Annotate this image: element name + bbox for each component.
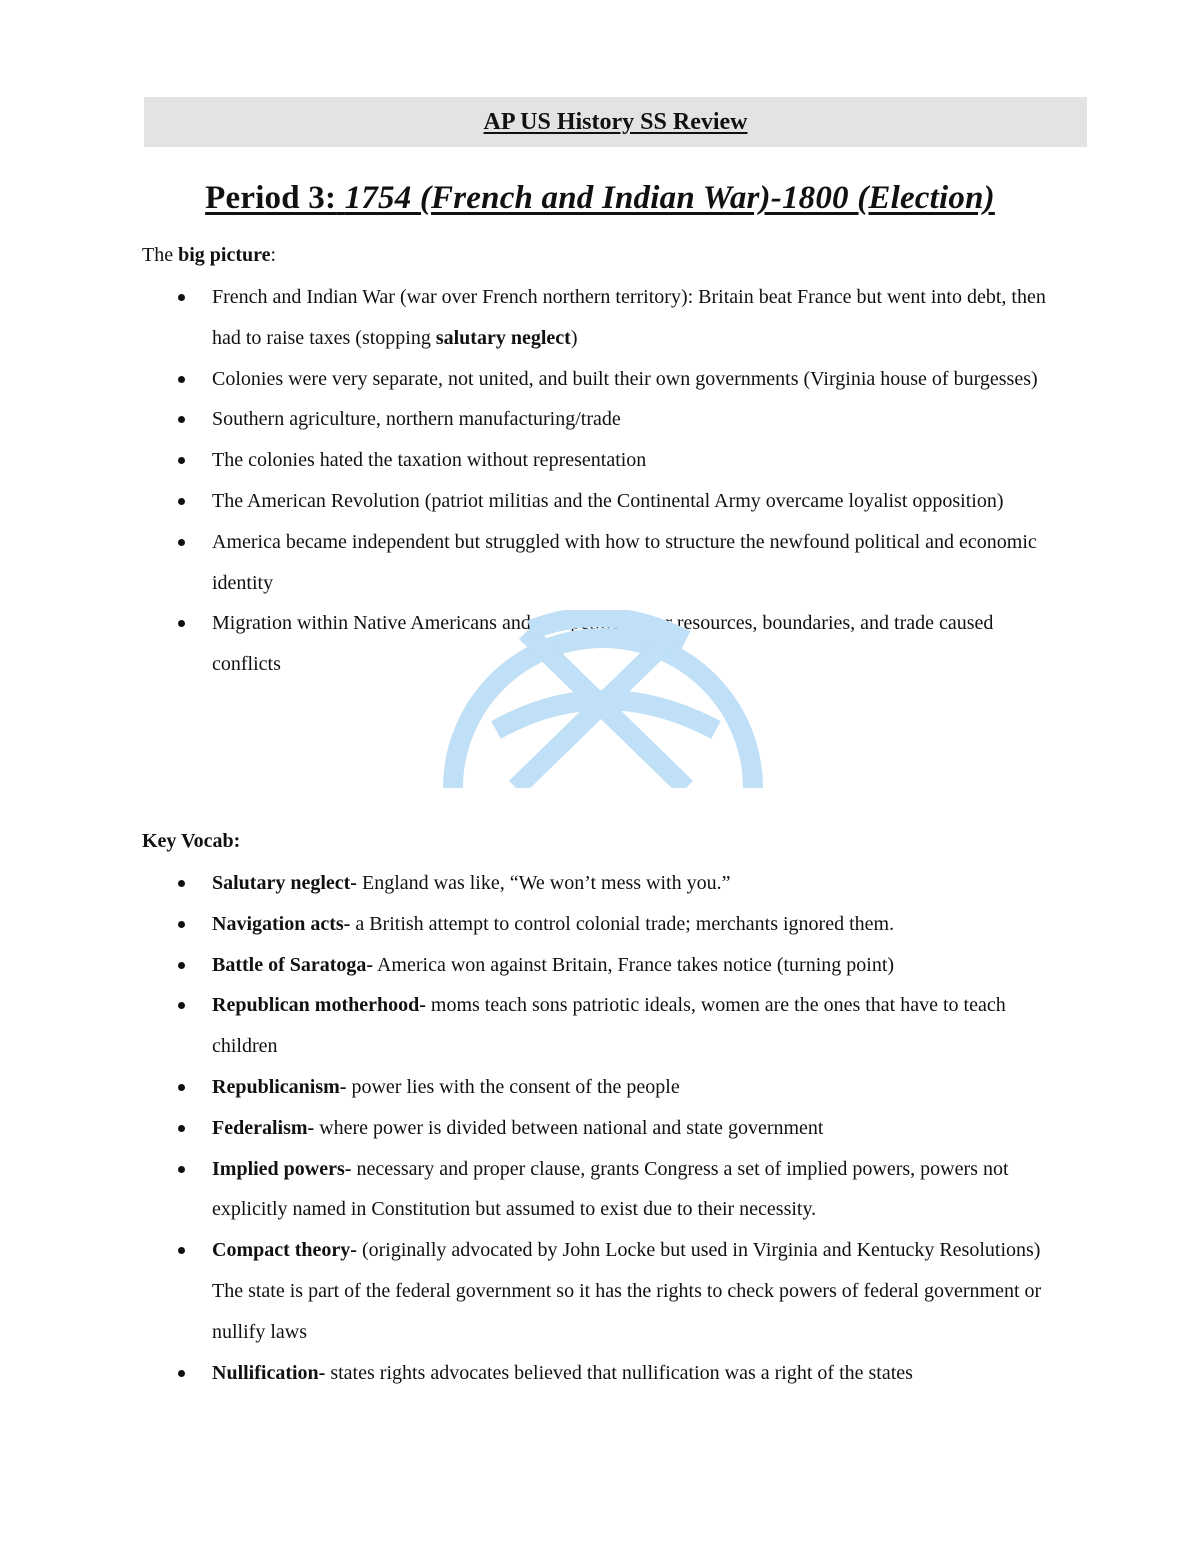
vocab-term: Federalism- bbox=[212, 1116, 315, 1139]
list-item bbox=[0, 945, 1200, 986]
list-item bbox=[0, 1149, 1200, 1231]
period-label: Period 3: bbox=[205, 180, 337, 216]
bullet-icon bbox=[178, 539, 185, 546]
bullet-icon bbox=[178, 1370, 185, 1377]
bullet-icon bbox=[178, 498, 185, 505]
vocab-definition: power lies with the consent of the people bbox=[346, 1075, 680, 1098]
key-vocab-list bbox=[0, 863, 1200, 1393]
vocab-definition: states rights advocates believed that nullification was a right of the states bbox=[325, 1361, 913, 1384]
vocab-definition: a British attempt to control colonial trade; merchants ignored them. bbox=[350, 912, 895, 935]
vocab-term: Navigation acts- bbox=[212, 912, 351, 935]
list-item bbox=[0, 603, 1200, 685]
vocab-definition: America won against Britain, France takes notice (turning point) bbox=[373, 953, 895, 976]
list-item bbox=[0, 985, 1200, 1067]
key-vocab-label-text: Key Vocab: bbox=[142, 830, 241, 852]
big-picture-label bbox=[142, 244, 276, 267]
list-item bbox=[0, 440, 1200, 481]
item-text: The colonies hated the taxation without representation bbox=[212, 449, 647, 472]
vocab-term: Compact theory- bbox=[212, 1239, 357, 1262]
item-text: French and Indian War (war over French northern territory): Britain beat France but went into debt, then had to raise taxes (stopping bbox=[212, 286, 1046, 349]
list-item bbox=[0, 277, 1200, 359]
vocab-definition: necessary and proper clause, grants Congress a set of implied powers, powers not explicitly named in Constitution but assumed to exist due to their necessity. bbox=[212, 1157, 1009, 1221]
item-after: ) bbox=[570, 326, 578, 349]
item-text: America became independent but struggled with how to structure the newfound political and economic identity bbox=[212, 530, 1037, 594]
list-item bbox=[0, 1353, 1200, 1394]
vocab-term: Implied powers- bbox=[212, 1157, 352, 1180]
bullet-icon bbox=[178, 921, 185, 928]
list-item bbox=[0, 1230, 1200, 1352]
period-range: 1754 (French and Indian War)-1800 (Election) bbox=[344, 180, 995, 216]
big-picture-label-suffix: : bbox=[270, 244, 277, 266]
vocab-term: Battle of Saratoga- bbox=[212, 953, 374, 976]
bullet-icon bbox=[178, 1166, 185, 1173]
big-picture-label-prefix: The bbox=[142, 244, 179, 266]
bullet-icon bbox=[178, 1125, 185, 1132]
list-item bbox=[0, 863, 1200, 904]
bullet-icon bbox=[178, 1247, 185, 1254]
bullet-icon bbox=[178, 962, 185, 969]
big-picture-list bbox=[0, 277, 1200, 685]
vocab-term: Republicanism- bbox=[212, 1075, 347, 1098]
bullet-icon bbox=[178, 416, 185, 423]
item-text: Migration within Native Americans and competition over resources, boundaries, and trade caused conflicts bbox=[212, 612, 994, 676]
vocab-definition: moms teach sons patriotic ideals, women are the ones that have to teach children bbox=[212, 994, 1006, 1058]
bullet-icon bbox=[178, 880, 185, 887]
bullet-icon bbox=[178, 1002, 185, 1009]
vocab-term: Republican motherhood- bbox=[212, 994, 426, 1017]
list-item bbox=[0, 1108, 1200, 1149]
list-item bbox=[0, 481, 1200, 522]
list-item bbox=[0, 399, 1200, 440]
key-vocab-label bbox=[142, 830, 240, 853]
vocab-definition: where power is divided between national and state government bbox=[314, 1116, 824, 1139]
vocab-term: Salutary neglect- bbox=[212, 872, 357, 894]
item-text: The American Revolution (patriot militias and the Continental Army overcame loyalist opposition) bbox=[212, 489, 1004, 512]
item-text: Southern agriculture, northern manufacturing/trade bbox=[212, 408, 621, 431]
bullet-icon bbox=[178, 376, 185, 383]
header-banner bbox=[144, 97, 1087, 147]
item-text: Colonies were very separate, not united, and built their own governments (Virginia house of burgesses) bbox=[212, 367, 1038, 390]
vocab-definition: (originally advocated by John Locke but used in Virginia and Kentucky Resolutions) The state is part of the federal government so it has the rights to check powers of federal government or nullify laws bbox=[212, 1239, 1042, 1343]
list-item bbox=[0, 359, 1200, 400]
document-title: AP US History SS Review bbox=[483, 108, 748, 135]
list-item bbox=[0, 1067, 1200, 1108]
bullet-icon bbox=[178, 457, 185, 464]
bullet-icon bbox=[178, 1084, 185, 1091]
list-item bbox=[0, 904, 1200, 945]
item-bold: salutary neglect bbox=[435, 326, 571, 349]
list-item bbox=[0, 522, 1200, 604]
period-heading bbox=[0, 180, 1200, 217]
vocab-definition: England was like, “We won’t mess with you.” bbox=[356, 872, 731, 894]
bullet-icon bbox=[178, 620, 185, 627]
vocab-term: Nullification- bbox=[212, 1361, 326, 1384]
big-picture-label-bold: big picture bbox=[178, 244, 271, 266]
bullet-icon bbox=[178, 294, 185, 301]
